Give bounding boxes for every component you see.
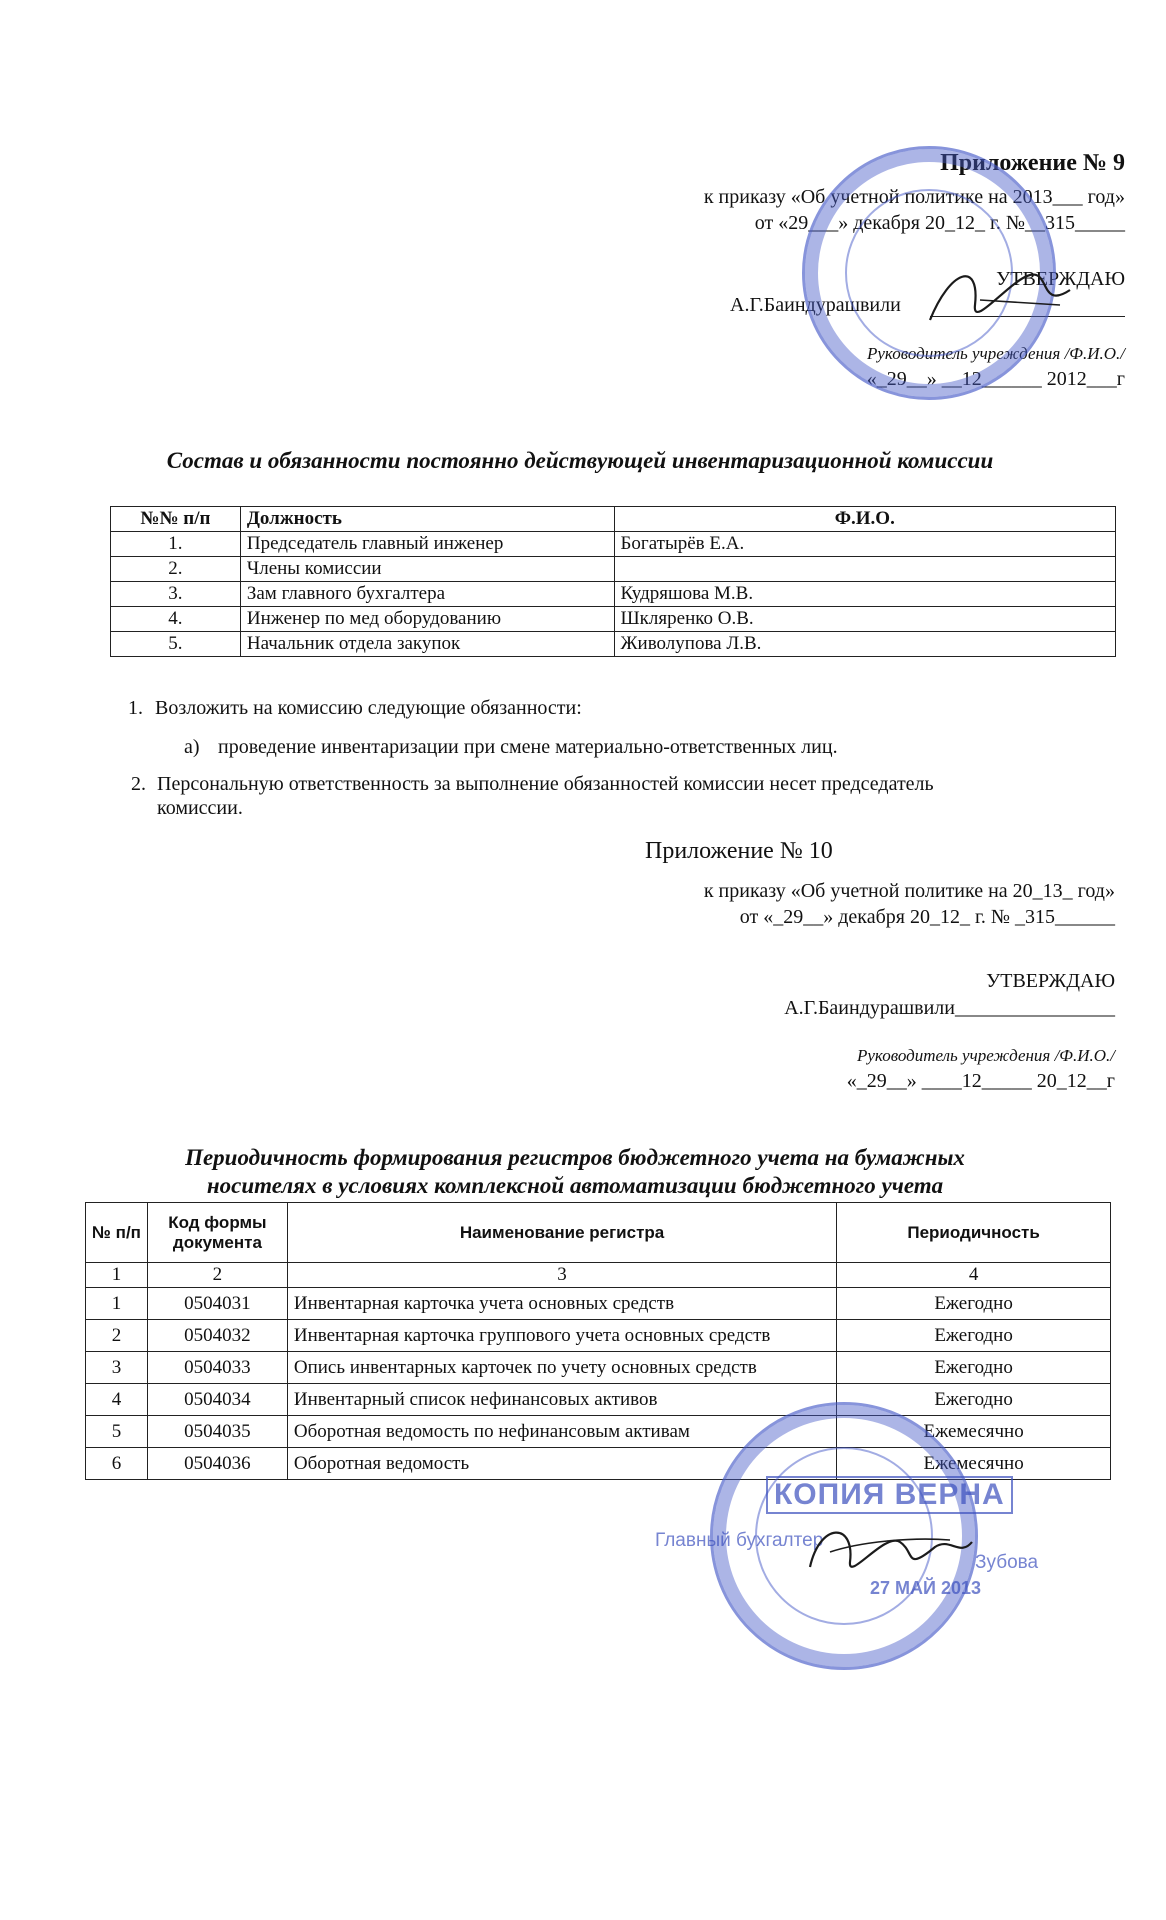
signature-icon [920, 250, 1090, 340]
table-cell: 6 [86, 1448, 148, 1480]
table-cell: 2 [147, 1263, 287, 1288]
appendix-10-sign-date: «_29__» ____12_____ 20_12__г [846, 1070, 1115, 1092]
table-row [86, 1320, 1111, 1352]
duty-2-text-line2: комиссии. [157, 797, 243, 819]
certification-date-stamp: 27 МАЙ 2013 [870, 1578, 981, 1598]
registers-heading-line1: Периодичность формирования регистров бюджетного учета на бумажных [185, 1145, 965, 1170]
table-header-row [111, 507, 1116, 532]
commission-heading: Состав и обязанности постоянно действующей инвентаризационной комиссии [166, 448, 994, 473]
table-cell: Ежемесячно [837, 1448, 1111, 1480]
table-cell: Инвентарная карточка учета основных средств [287, 1288, 836, 1320]
column-header: Должность [240, 507, 614, 532]
table-cell: 4 [837, 1263, 1111, 1288]
table-header-row [86, 1203, 1111, 1263]
duty-1a-text: проведение инвентаризации при смене материально-ответственных лиц. [218, 736, 838, 758]
table-cell: Шкляренко О.В. [614, 607, 1115, 632]
table-row [111, 582, 1116, 607]
numbering-row [86, 1263, 1111, 1288]
table-cell: Ежегодно [837, 1320, 1111, 1352]
table-row [111, 607, 1116, 632]
table-row [111, 532, 1116, 557]
table-cell: Инвентарная карточка группового учета основных средств [287, 1320, 836, 1352]
table-cell: Члены комиссии [240, 557, 614, 582]
signature-icon [800, 1512, 980, 1592]
table-cell: 0504031 [147, 1288, 287, 1320]
table-cell: 3 [86, 1352, 148, 1384]
appendix-9-sign-date: «_29__» __12______ 2012___г [866, 368, 1125, 390]
duty-2-text-line1: Персональную ответственность за выполнение обязанностей комиссии несет председатель [157, 773, 934, 795]
column-header: Периодичность [837, 1203, 1111, 1263]
table-row [86, 1416, 1111, 1448]
table-cell: Живолупова Л.В. [614, 632, 1115, 657]
column-header: №№ п/п [111, 507, 241, 532]
appendix-9-title: Приложение № 9 [940, 150, 1125, 176]
table-row [86, 1448, 1111, 1480]
appendix-10-signer: А.Г.Баиндурашвили________________ [784, 997, 1115, 1019]
table-cell: Председатель главный инженер [240, 532, 614, 557]
duty-2-number: 2. [131, 773, 146, 795]
appendix-10-date-line: от «_29__» декабря 20_12_ г. № _315______ [739, 906, 1115, 928]
table-row [86, 1352, 1111, 1384]
table-row [86, 1384, 1111, 1416]
table-cell: 3 [287, 1263, 836, 1288]
copy-certified-stamp: КОПИЯ ВЕРНА [766, 1476, 1013, 1514]
duty-1-number: 1. [128, 697, 143, 719]
table-cell: Начальник отдела закупок [240, 632, 614, 657]
table-cell: Оборотная ведомость [287, 1448, 836, 1480]
table-cell: 0504036 [147, 1448, 287, 1480]
table-cell: Ежегодно [837, 1352, 1111, 1384]
chief-accountant-label: Главный бухгалтер [655, 1530, 824, 1551]
duty-1a-letter: а) [184, 736, 200, 758]
appendix-9-date-line: от «29___» декабря 20_12_ г. №__315_____ [754, 212, 1125, 234]
commission-table [110, 506, 1116, 657]
appendix-10-role: Руководитель учреждения /Ф.И.О./ [856, 1046, 1115, 1065]
appendix-10-order-line: к приказу «Об учетной политике на 20_13_ год» [703, 880, 1115, 902]
table-cell: 2 [86, 1320, 148, 1352]
table-cell: 3. [111, 582, 241, 607]
registers-table [85, 1202, 1111, 1480]
table-cell: 2. [111, 557, 241, 582]
table-cell: Зам главного бухгалтера [240, 582, 614, 607]
table-cell: Оборотная ведомость по нефинансовым активам [287, 1416, 836, 1448]
appendix-9-signer: А.Г.Баиндурашвили [730, 294, 901, 316]
table-row [86, 1288, 1111, 1320]
column-header: Код формы документа [147, 1203, 287, 1263]
table-cell: Ежегодно [837, 1384, 1111, 1416]
table-row [111, 557, 1116, 582]
appendix-9-approve: УТВЕРЖДАЮ [996, 268, 1125, 290]
table-cell: 4. [111, 607, 241, 632]
table-cell: Кудряшова М.В. [614, 582, 1115, 607]
table-cell: 1 [86, 1263, 148, 1288]
table-cell: 1. [111, 532, 241, 557]
appendix-9-role: Руководитель учреждения /Ф.И.О./ [866, 344, 1125, 363]
table-cell: 5 [86, 1416, 148, 1448]
table-cell: Богатырёв Е.А. [614, 532, 1115, 557]
table-cell: Ежемесячно [837, 1416, 1111, 1448]
accountant-name: Зубова [975, 1552, 1039, 1573]
table-cell: Инженер по мед оборудованию [240, 607, 614, 632]
table-row [111, 632, 1116, 657]
table-cell: Инвентарный список нефинансовых активов [287, 1384, 836, 1416]
column-header: № п/п [86, 1203, 148, 1263]
table-cell: 0504034 [147, 1384, 287, 1416]
table-cell [614, 557, 1115, 582]
table-cell: 1 [86, 1288, 148, 1320]
table-cell: 5. [111, 632, 241, 657]
column-header: Наименование регистра [287, 1203, 836, 1263]
table-cell: Опись инвентарных карточек по учету основных средств [287, 1352, 836, 1384]
table-cell: 0504032 [147, 1320, 287, 1352]
table-cell: 4 [86, 1384, 148, 1416]
registers-heading-line2: носителях в условиях комплексной автоматизации бюджетного учета [206, 1173, 944, 1198]
table-cell: 0504035 [147, 1416, 287, 1448]
column-header: Ф.И.О. [614, 507, 1115, 532]
table-cell: 0504033 [147, 1352, 287, 1384]
table-cell: Ежегодно [837, 1288, 1111, 1320]
appendix-9-order-line: к приказу «Об учетной политике на 2013___ год» [703, 186, 1125, 208]
duty-1-text: Возложить на комиссию следующие обязанности: [155, 697, 582, 719]
appendix-10-title: Приложение № 10 [645, 838, 833, 864]
appendix-10-approve: УТВЕРЖДАЮ [986, 970, 1115, 992]
